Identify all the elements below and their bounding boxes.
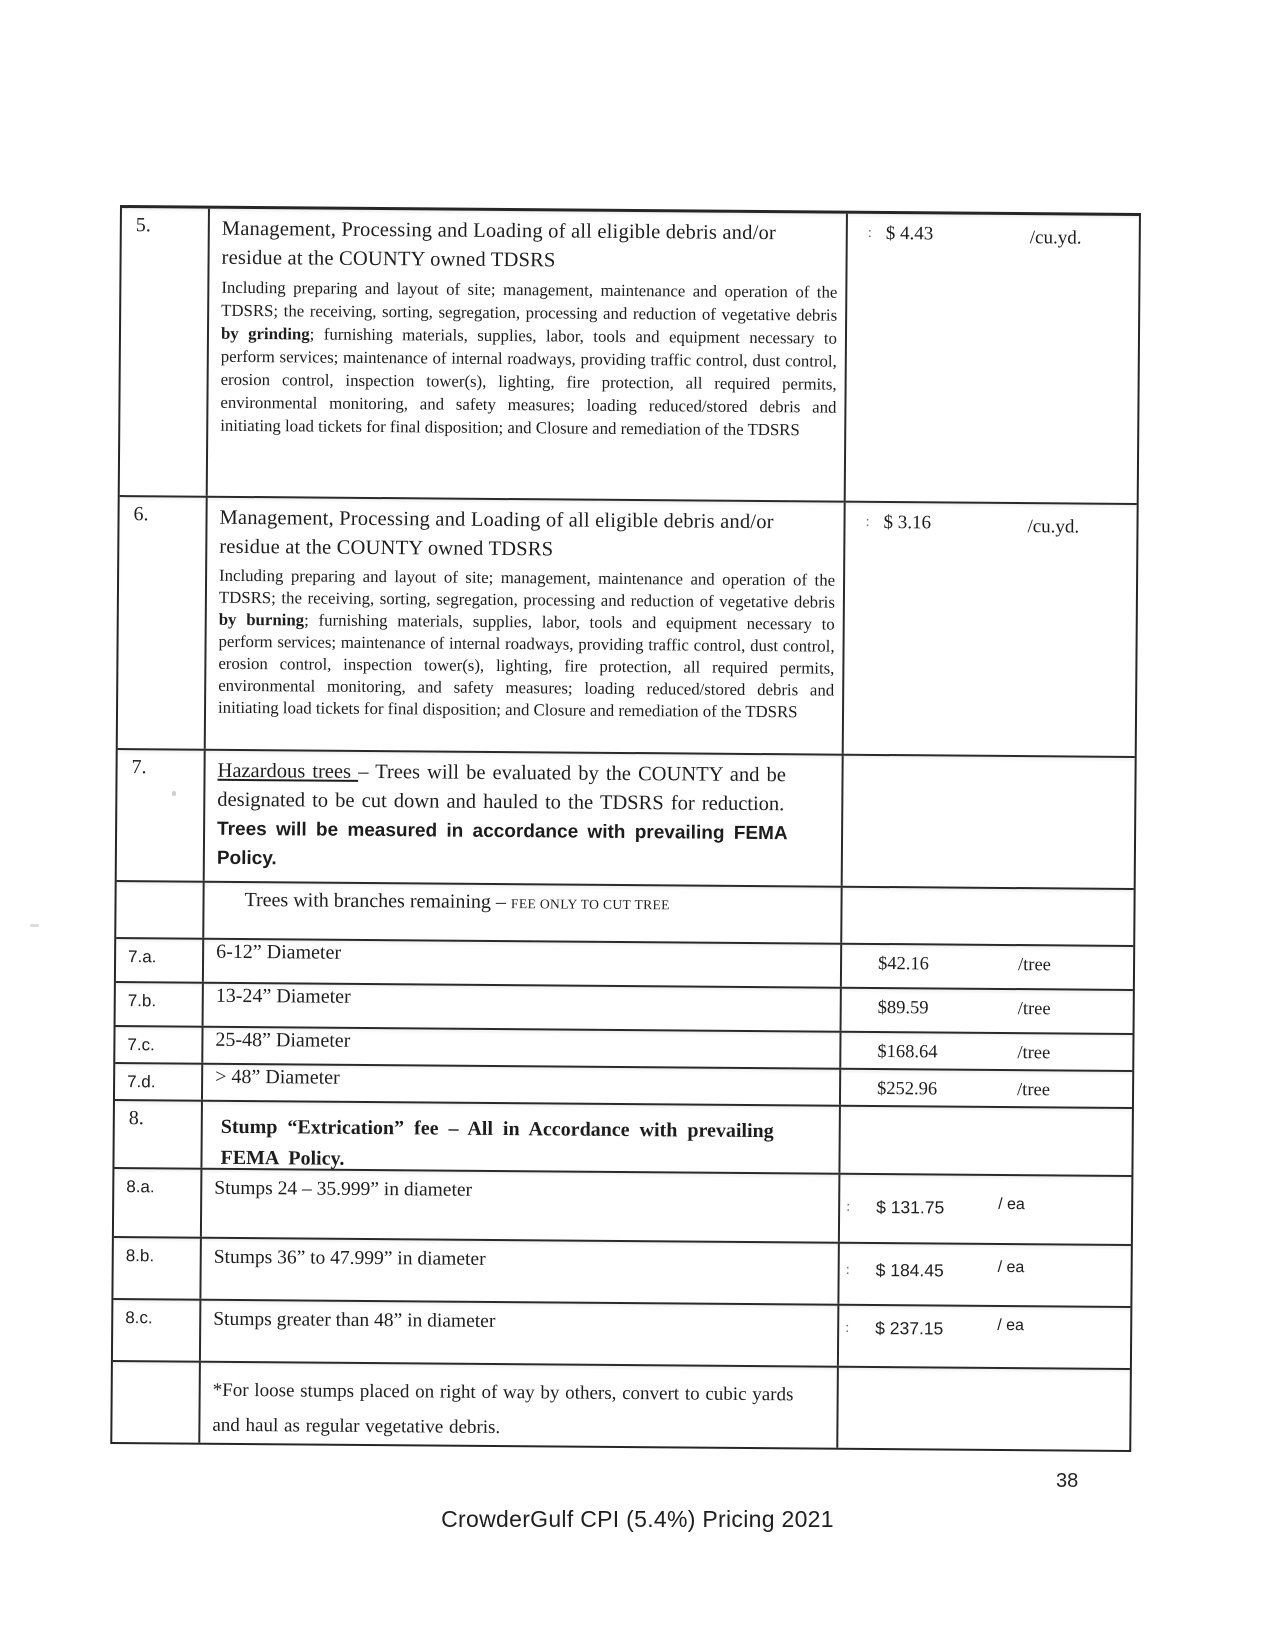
price-cell bbox=[839, 1244, 1126, 1306]
table-row-8 bbox=[114, 1101, 1132, 1177]
details-bold-text: by burning bbox=[218, 609, 305, 630]
price-unit: / ea bbox=[998, 1195, 1025, 1214]
row-number: 8. bbox=[114, 1101, 203, 1168]
row-number: 7.b. bbox=[116, 983, 204, 1026]
details-text: – Trees will be evaluated by the COUNTY and be designated to be cut down and hauled to the TDSRS for reduction. bbox=[217, 760, 786, 816]
price-unit: /tree bbox=[1016, 1080, 1051, 1101]
table-row-5 bbox=[120, 208, 1139, 505]
price-unit: /tree bbox=[1017, 1043, 1051, 1064]
price-unit: /tree bbox=[1017, 999, 1051, 1020]
row-number: 7.a. bbox=[116, 939, 204, 982]
footnote-text: *For loose stumps placed on right of way by others, convert to cubic yards and haul as regular vegetative debris. bbox=[212, 1379, 794, 1439]
row-number-empty bbox=[112, 1362, 201, 1443]
table-row-7a bbox=[116, 939, 1133, 991]
price-cell bbox=[842, 989, 1129, 1033]
item-description: Stumps 36” to 47.999” in diameter bbox=[201, 1239, 839, 1304]
details-bold-text: Trees will be measured in accordance with prevailing FEMA Policy. bbox=[216, 818, 787, 870]
price-colon-mark: : bbox=[865, 513, 870, 530]
details-text: Including preparing and layout of site; management, maintenance and operation of the TDSRS; the receiving, sorting, segregation, processing and reduction of vegetative debris bbox=[218, 565, 836, 612]
price-cell bbox=[840, 1175, 1128, 1244]
row-number: 6. bbox=[118, 497, 208, 749]
item-title: Management, Processing and Loading of all eligible debris and/or residue at the COUNTY owned TDSRS bbox=[221, 217, 777, 272]
pricing-table bbox=[110, 205, 1141, 1452]
price-colon-mark: : bbox=[845, 1319, 850, 1336]
price-amount: $ 237.15 bbox=[875, 1317, 944, 1339]
row-number: 8.b. bbox=[113, 1238, 201, 1299]
price-cell bbox=[846, 214, 1135, 503]
row-number: 5. bbox=[120, 208, 210, 496]
scan-artifact bbox=[172, 791, 176, 796]
price-cell bbox=[841, 1070, 1128, 1107]
price-cell-empty bbox=[843, 756, 1131, 888]
price-colon-mark: : bbox=[846, 1198, 851, 1215]
item-description bbox=[202, 1102, 840, 1173]
price-cell bbox=[844, 503, 1133, 756]
price-amount: $ 3.16 bbox=[883, 512, 932, 534]
item-description: 6-12” Diameter bbox=[204, 940, 842, 987]
table-row-branches bbox=[116, 882, 1133, 947]
price-colon-mark: : bbox=[845, 1261, 850, 1278]
item-title: Management, Processing and Loading of all eligible debris and/or residue at the COUNTY owned TDSRS bbox=[219, 506, 774, 561]
price-cell bbox=[839, 1306, 1126, 1368]
item-description: Stumps 24 – 35.999” in diameter bbox=[202, 1170, 841, 1242]
price-amount: $ 131.75 bbox=[876, 1196, 945, 1218]
price-amount: $42.16 bbox=[877, 953, 930, 975]
price-colon-mark: : bbox=[867, 224, 873, 241]
page-number: 38 bbox=[1056, 1470, 1079, 1492]
price-cell bbox=[841, 1033, 1128, 1070]
item-description: Stumps greater than 48” in diameter bbox=[201, 1301, 839, 1366]
item-description bbox=[208, 209, 848, 501]
table-row-8b bbox=[113, 1238, 1130, 1308]
item-description: 25-48” Diameter bbox=[203, 1028, 841, 1068]
price-unit: /tree bbox=[1017, 955, 1052, 976]
table-row-7b bbox=[116, 983, 1133, 1035]
price-cell-empty bbox=[842, 888, 1129, 945]
item-title bbox=[217, 757, 824, 878]
price-amount: $168.64 bbox=[877, 1041, 938, 1063]
item-description: 13-24” Diameter bbox=[204, 984, 842, 1031]
row-number-empty bbox=[116, 882, 204, 938]
details-text: ; furnishing materials, supplies, labor, tools and equipment necessary to perform services; maintenance of internal roadways, providing traffic control, dust control, erosion control, inspection tower(s), lighting, fire protection, all required permits, environmental monitoring, and safety measures; loading reduced/stored debris and initiating load tickets for final disposition; and Closure and remediation of the TDSRS bbox=[217, 610, 835, 722]
price-amount: $ 184.45 bbox=[875, 1259, 944, 1281]
item-description: > 48” Diameter bbox=[203, 1065, 841, 1105]
item-title: Stump “Extrication” fee – All in Accordance with prevailing FEMA Policy. bbox=[220, 1115, 774, 1170]
item-description bbox=[205, 751, 844, 886]
price-unit: /cu.yd. bbox=[1029, 227, 1082, 249]
table-row-8c bbox=[113, 1300, 1130, 1370]
item-description bbox=[200, 1363, 839, 1448]
document-footer: CrowderGulf CPI (5.4%) Pricing 2021 bbox=[441, 1506, 834, 1532]
item-details bbox=[218, 565, 837, 724]
item-details bbox=[220, 276, 839, 442]
row-number: 8.a. bbox=[114, 1169, 203, 1237]
row-number: 7.d. bbox=[115, 1064, 203, 1100]
item-description bbox=[204, 883, 842, 943]
scan-artifact bbox=[30, 924, 39, 927]
row-number: 7.c. bbox=[115, 1027, 203, 1063]
item-description bbox=[206, 498, 846, 754]
row-number: 8.c. bbox=[113, 1300, 201, 1361]
table-row-footnote bbox=[112, 1362, 1130, 1450]
row-number: 7. bbox=[117, 750, 206, 881]
details-text: ; furnishing materials, supplies, labor, tools and equipment necessary to perform services; maintenance of internal roadways, providing traffic control, dust control, erosion control, inspection tower(s), lighting, fire protection, all required permits, environmental monitoring, and safety measures; loading reduced/stored debris and initiating load tickets for final disposition; and Closure and remediation of the TDSRS bbox=[220, 324, 838, 440]
table-row-8a bbox=[114, 1169, 1132, 1246]
price-cell-empty bbox=[840, 1107, 1128, 1175]
price-unit: / ea bbox=[997, 1258, 1025, 1277]
price-cell bbox=[842, 945, 1129, 989]
price-amount: $ 4.43 bbox=[885, 223, 934, 245]
details-text: Trees with branches remaining – bbox=[244, 888, 512, 914]
price-amount: $89.59 bbox=[877, 997, 929, 1019]
price-unit: / ea bbox=[997, 1316, 1024, 1335]
underlined-text: Hazardous trees bbox=[217, 759, 359, 783]
price-unit: /cu.yd. bbox=[1027, 516, 1080, 538]
table-row-6 bbox=[118, 497, 1137, 758]
details-text: Including preparing and layout of site; management, maintenance and operation of the TDSRS; the receiving, sorting, segregation, processing and reduction of vegetative debris bbox=[221, 277, 838, 325]
fee-note-text: FEE ONLY TO CUT TREE bbox=[510, 896, 670, 913]
price-cell-empty bbox=[838, 1368, 1126, 1450]
price-amount: $252.96 bbox=[877, 1078, 938, 1100]
table-row-7 bbox=[117, 750, 1135, 890]
details-bold-text: by grinding bbox=[220, 323, 310, 344]
